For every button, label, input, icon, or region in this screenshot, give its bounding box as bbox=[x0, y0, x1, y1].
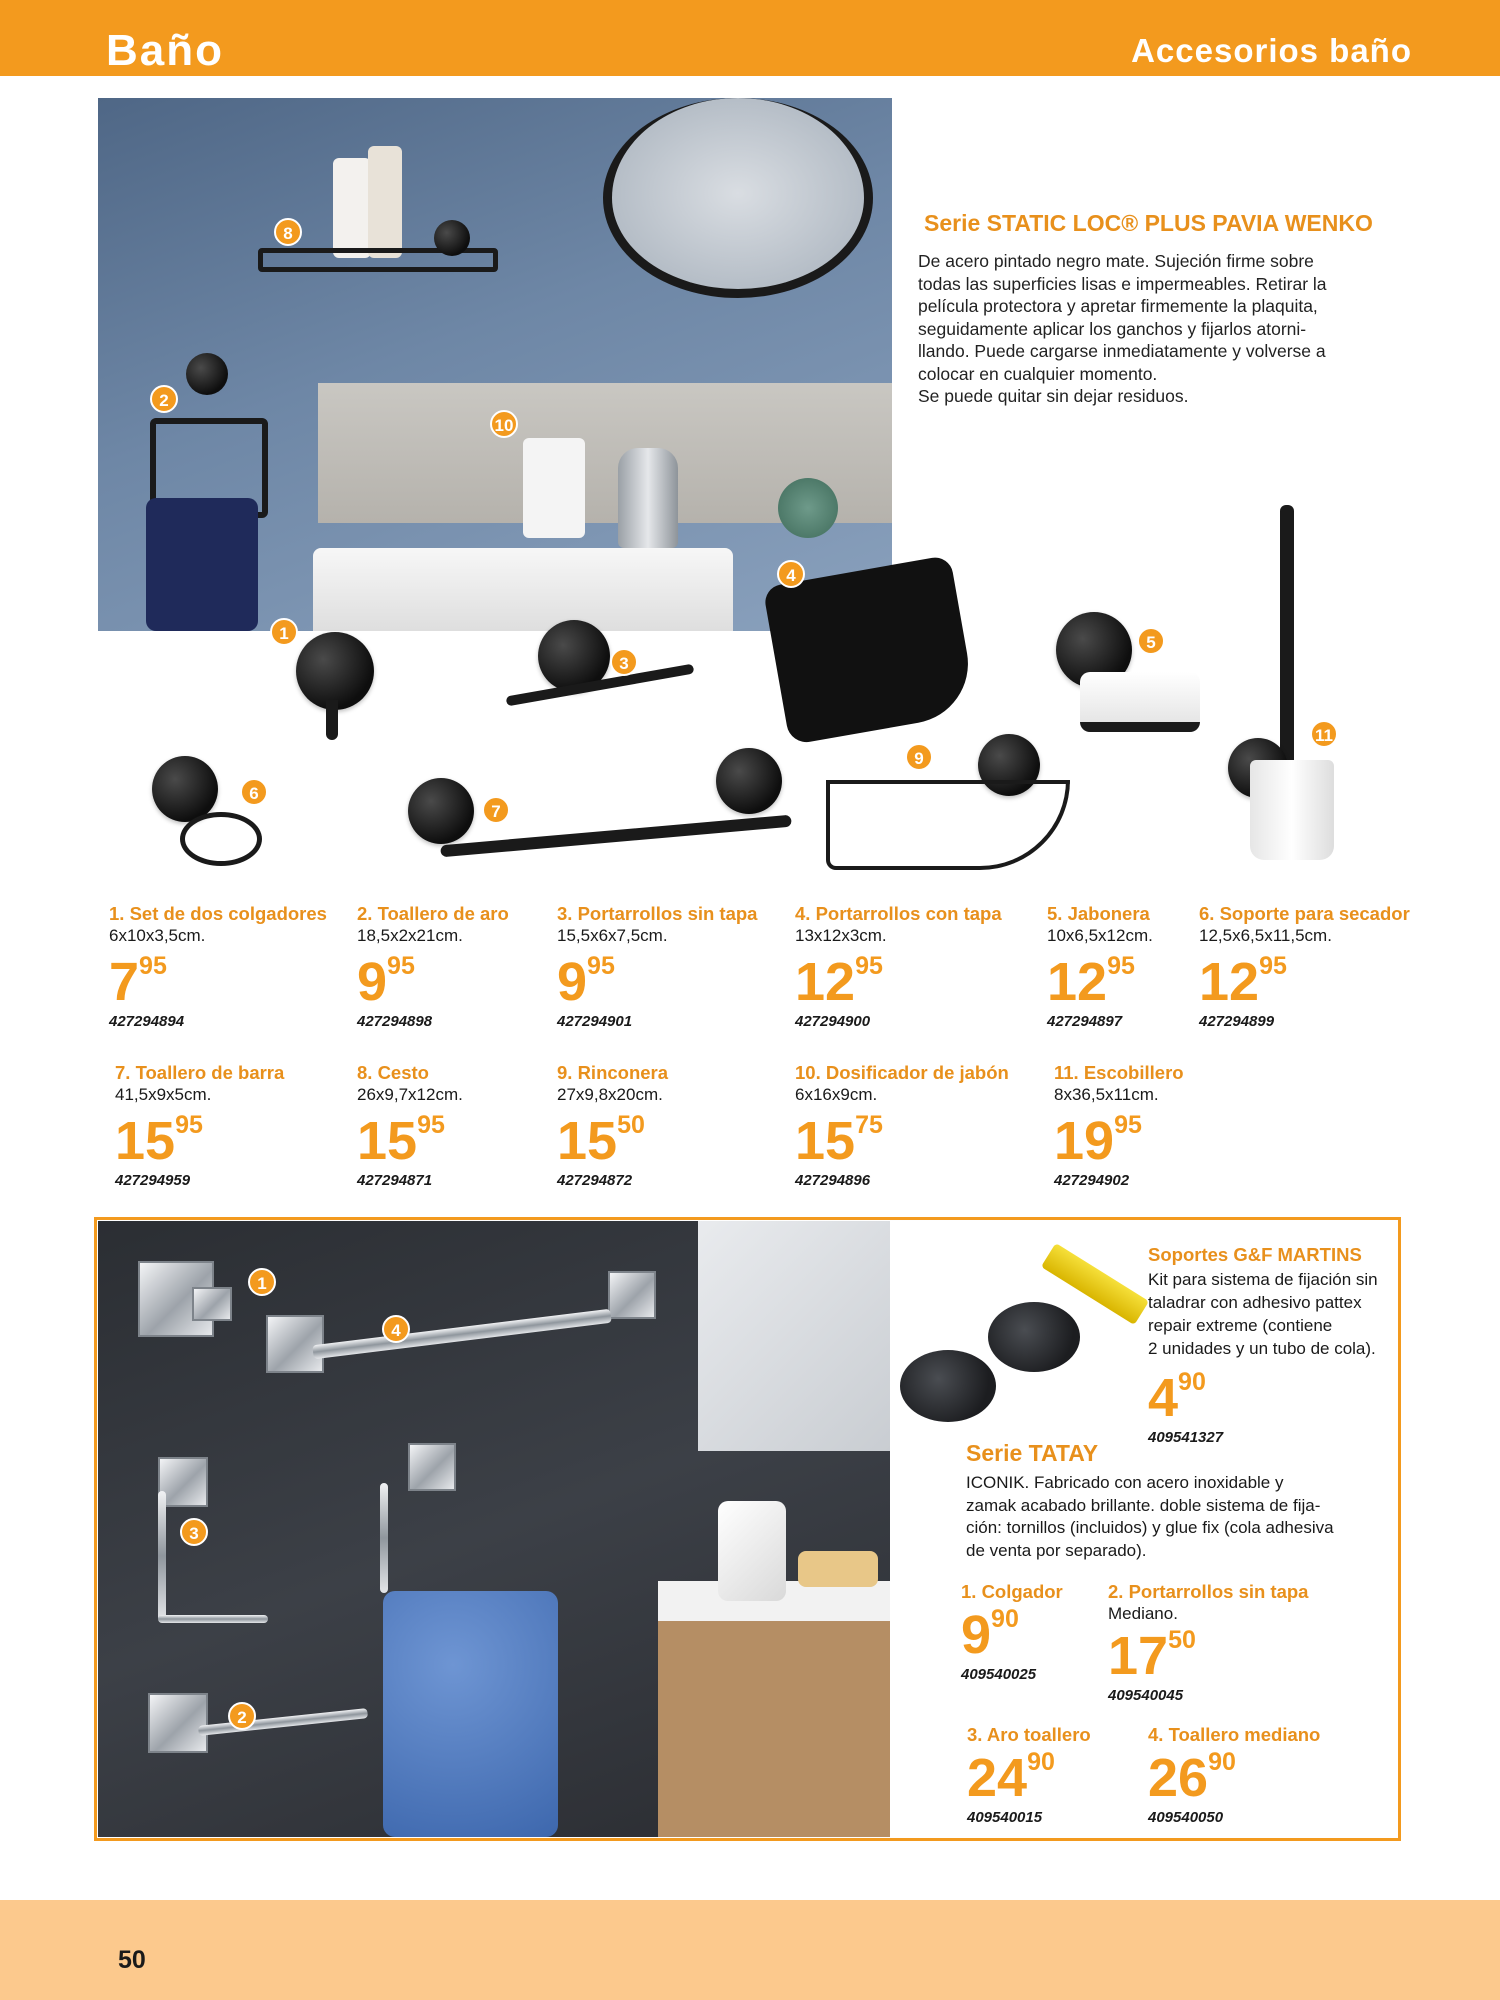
tatay-item-4 bbox=[1148, 1724, 1320, 1826]
vanity-cabinet bbox=[658, 1581, 890, 1837]
price-decimal: 50 bbox=[1168, 1626, 1196, 1654]
product-code: 427294900 bbox=[795, 1013, 871, 1030]
hook-product-image bbox=[296, 632, 374, 710]
product-price bbox=[961, 1605, 1063, 1665]
product-price bbox=[1047, 952, 1153, 1012]
product-name: 3. Portarrollos sin tapa bbox=[557, 903, 758, 924]
product-name: 5. Jabonera bbox=[1047, 903, 1150, 924]
product-price bbox=[795, 952, 1002, 1012]
product-price bbox=[1108, 1626, 1308, 1686]
product-code: 409540050 bbox=[1148, 1809, 1224, 1826]
price-decimal: 75 bbox=[855, 1111, 883, 1139]
product-dimensions: 6x16x9cm. bbox=[795, 1085, 878, 1104]
price-integer: 12 bbox=[795, 952, 856, 1012]
badge-tatay-2: 2 bbox=[228, 1702, 256, 1730]
product-name: 6. Soporte para secador bbox=[1199, 903, 1410, 924]
product-code: 427294901 bbox=[557, 1013, 633, 1030]
price-decimal: 50 bbox=[617, 1111, 645, 1139]
product-item-11 bbox=[1054, 1062, 1184, 1189]
price-integer: 9 bbox=[961, 1605, 992, 1665]
towel-bar-disk bbox=[408, 778, 474, 844]
plant bbox=[778, 478, 838, 538]
badge-5: 5 bbox=[1137, 627, 1165, 655]
price-decimal: 95 bbox=[587, 952, 615, 980]
dryer-holder-ring bbox=[180, 812, 262, 866]
price-decimal: 95 bbox=[855, 952, 883, 980]
chrome-ring bbox=[380, 1483, 388, 1593]
tatay-item-3 bbox=[967, 1724, 1091, 1826]
product-code: 427294898 bbox=[357, 1013, 433, 1030]
chrome-hook-arm bbox=[192, 1287, 232, 1321]
price-integer: 15 bbox=[557, 1111, 618, 1171]
badge-8: 8 bbox=[274, 218, 302, 246]
section-title: Baño bbox=[106, 26, 224, 75]
badge-tatay-3: 3 bbox=[180, 1518, 208, 1546]
adhesive-pad bbox=[900, 1350, 996, 1422]
product-item-9 bbox=[557, 1062, 668, 1189]
product-dimensions: Mediano. bbox=[1108, 1604, 1178, 1623]
hook-arm bbox=[326, 700, 338, 740]
chrome-ring bbox=[158, 1615, 268, 1623]
product-dimensions: 10x6,5x12cm. bbox=[1047, 926, 1153, 945]
price-integer: 4 bbox=[1148, 1368, 1179, 1428]
badge-7: 7 bbox=[482, 796, 510, 824]
product-price bbox=[1054, 1111, 1184, 1171]
product-name: 11. Escobillero bbox=[1054, 1062, 1184, 1083]
badge-4: 4 bbox=[777, 560, 805, 588]
navy-towel bbox=[146, 498, 258, 631]
badge-6: 6 bbox=[240, 778, 268, 806]
wall-disk bbox=[186, 353, 228, 395]
price-integer: 15 bbox=[357, 1111, 418, 1171]
price-integer: 26 bbox=[1148, 1748, 1209, 1808]
product-name: 3. Aro toallero bbox=[967, 1724, 1091, 1745]
product-code: 427294902 bbox=[1054, 1172, 1130, 1189]
price-decimal: 95 bbox=[175, 1111, 203, 1139]
round-mirror bbox=[603, 98, 873, 298]
product-item-1 bbox=[109, 903, 327, 1030]
product-dimensions: 26x9,7x12cm. bbox=[357, 1085, 463, 1104]
product-item-8 bbox=[357, 1062, 463, 1189]
badge-1: 1 bbox=[270, 618, 298, 646]
price-integer: 17 bbox=[1108, 1626, 1169, 1686]
towel-bar-disk bbox=[716, 748, 782, 814]
price-integer: 12 bbox=[1047, 952, 1108, 1012]
chrome-paper-arm bbox=[198, 1708, 368, 1736]
price-decimal: 95 bbox=[1114, 1111, 1142, 1139]
toilet-brush-handle bbox=[1280, 505, 1294, 775]
product-dimensions: 12,5x6,5x11,5cm. bbox=[1199, 926, 1332, 945]
product-price bbox=[557, 952, 757, 1012]
product-name: 2. Toallero de aro bbox=[357, 903, 509, 924]
product-code: 427294897 bbox=[1047, 1013, 1123, 1030]
product-price bbox=[557, 1111, 668, 1171]
product-code: 427294871 bbox=[357, 1172, 433, 1189]
washbasin bbox=[313, 548, 733, 631]
badge-2: 2 bbox=[150, 385, 178, 413]
badge-3: 3 bbox=[610, 648, 638, 676]
product-price bbox=[795, 1111, 1009, 1171]
chrome-ring-plate bbox=[408, 1443, 456, 1491]
product-dimensions: 8x36,5x11cm. bbox=[1054, 1085, 1159, 1104]
product-item-5 bbox=[1047, 903, 1153, 1030]
price-integer: 15 bbox=[795, 1111, 856, 1171]
price-integer: 15 bbox=[115, 1111, 176, 1171]
product-name: 2. Portarrollos sin tapa bbox=[1108, 1581, 1309, 1602]
price-decimal: 90 bbox=[1178, 1368, 1206, 1396]
product-price bbox=[115, 1111, 284, 1171]
bottle bbox=[368, 146, 402, 258]
product-code: 427294896 bbox=[795, 1172, 871, 1189]
badge-10: 10 bbox=[490, 410, 518, 438]
price-integer: 12 bbox=[1199, 952, 1260, 1012]
chrome-towel-bar bbox=[312, 1309, 611, 1359]
price-integer: 7 bbox=[109, 952, 140, 1012]
product-code: 409540015 bbox=[967, 1809, 1043, 1826]
soap-dispenser bbox=[523, 438, 585, 538]
price-decimal: 95 bbox=[139, 952, 167, 980]
product-name: 1. Colgador bbox=[961, 1581, 1063, 1602]
price-integer: 19 bbox=[1054, 1111, 1115, 1171]
tatay-item-1 bbox=[961, 1581, 1063, 1683]
header-bar bbox=[0, 0, 1500, 76]
product-price bbox=[357, 1111, 463, 1171]
footer-bar bbox=[0, 1900, 1500, 2000]
wall-disk bbox=[434, 220, 470, 256]
page-number: 50 bbox=[118, 1946, 146, 1974]
badge-tatay-1: 1 bbox=[248, 1268, 276, 1296]
category-title: Accesorios baño bbox=[1131, 32, 1412, 69]
product-name: 4. Toallero mediano bbox=[1148, 1724, 1321, 1745]
bathroom-photo-black-series bbox=[98, 98, 892, 631]
faucet bbox=[618, 448, 678, 548]
serie-static-title: Serie STATIC LOC® PLUS PAVIA WENKO bbox=[924, 210, 1373, 236]
soap-bar bbox=[798, 1551, 878, 1587]
price-decimal: 90 bbox=[1208, 1748, 1236, 1776]
price-integer: 9 bbox=[357, 952, 388, 1012]
soap-bottle bbox=[718, 1501, 786, 1601]
bottle bbox=[333, 158, 371, 258]
gf-martins-price-block bbox=[1148, 1370, 1223, 1446]
badge-9: 9 bbox=[905, 743, 933, 771]
price-decimal: 90 bbox=[1027, 1748, 1055, 1776]
product-name: 4. Portarrollos con tapa bbox=[795, 903, 1002, 924]
product-code: 427294894 bbox=[109, 1013, 185, 1030]
gf-martins-title: Soportes G&F MARTINS bbox=[1148, 1244, 1362, 1265]
product-item-3 bbox=[557, 903, 757, 1030]
product-name: 7. Toallero de barra bbox=[115, 1062, 285, 1083]
product-item-10 bbox=[795, 1062, 1009, 1189]
adhesive-pad bbox=[988, 1302, 1080, 1372]
product-dimensions: 27x9,8x20cm. bbox=[557, 1085, 663, 1104]
product-dimensions: 6x10x3,5cm. bbox=[109, 926, 206, 945]
product-code: 409540025 bbox=[961, 1666, 1037, 1683]
product-dimensions: 15,5x6x7,5cm. bbox=[557, 926, 668, 945]
price-decimal: 95 bbox=[1107, 952, 1135, 980]
product-price bbox=[1199, 952, 1410, 1012]
product-code: 409541327 bbox=[1148, 1429, 1224, 1446]
product-name: 9. Rinconera bbox=[557, 1062, 669, 1083]
serie-tatay-description: ICONIK. Fabricado con acero inoxidable y zamak acabado brillante. doble sistema de fija- ción: tornillos (incluidos) y glue fix (cola adhesiva de venta por separado). bbox=[966, 1473, 1334, 1560]
serie-static-description: De acero pintado negro mate. Sujeción firme sobre todas las superficies lisas e impermeables. Retirar la película protectora y apretar firmemente la plaquita, seguidamente aplicar los ganchos y fijarlos atorni- llando. Puede cargarse inmediatamente y volverse a colocar en cualquier momento. Se puede quitar sin dejar residuos. bbox=[918, 251, 1327, 406]
product-code: 427294959 bbox=[115, 1172, 191, 1189]
price-decimal: 90 bbox=[991, 1605, 1019, 1633]
toilet-brush-image bbox=[1250, 760, 1334, 860]
gf-martins-description: Kit para sistema de fijación sin taladrar con adhesivo pattex repair extreme (contiene 2 unidades y un tubo de cola). bbox=[1148, 1270, 1378, 1358]
product-name: 1. Set de dos colgadores bbox=[109, 903, 327, 924]
product-item-7 bbox=[115, 1062, 284, 1189]
product-dimensions: 13x12x3cm. bbox=[795, 926, 887, 945]
chrome-bar-plate bbox=[608, 1271, 656, 1319]
price-decimal: 95 bbox=[387, 952, 415, 980]
blue-towel bbox=[383, 1591, 558, 1837]
chrome-ring bbox=[158, 1491, 166, 1621]
product-dimensions: 41,5x9x5cm. bbox=[115, 1085, 212, 1104]
product-code: 427294899 bbox=[1199, 1013, 1275, 1030]
product-item-6 bbox=[1199, 903, 1410, 1030]
product-dimensions: 18,5x2x21cm. bbox=[357, 926, 463, 945]
soap-dish-image bbox=[1080, 672, 1200, 732]
product-item-4 bbox=[795, 903, 1002, 1030]
product-name: 10. Dosificador de jabón bbox=[795, 1062, 1009, 1083]
badge-11: 11 bbox=[1310, 720, 1338, 748]
product-price bbox=[357, 952, 509, 1012]
adhesive-pads-image bbox=[900, 1250, 1148, 1430]
badge-tatay-4: 4 bbox=[382, 1315, 410, 1343]
corner-shelf-image bbox=[826, 780, 1070, 870]
serie-tatay-title: Serie TATAY bbox=[966, 1440, 1099, 1466]
chrome-paper-plate bbox=[148, 1693, 208, 1753]
product-item-2 bbox=[357, 903, 509, 1030]
price-integer: 9 bbox=[557, 952, 588, 1012]
bathroom-photo-chrome-series bbox=[98, 1221, 890, 1837]
product-price bbox=[1148, 1368, 1223, 1428]
product-code: 427294872 bbox=[557, 1172, 633, 1189]
tatay-item-2 bbox=[1108, 1581, 1308, 1704]
price-integer: 24 bbox=[967, 1748, 1028, 1808]
product-price bbox=[109, 952, 327, 1012]
price-decimal: 95 bbox=[1259, 952, 1287, 980]
wall-mirror bbox=[698, 1221, 890, 1451]
product-price bbox=[967, 1748, 1091, 1808]
product-price bbox=[1148, 1748, 1320, 1808]
product-code: 409540045 bbox=[1108, 1687, 1184, 1704]
product-name: 8. Cesto bbox=[357, 1062, 429, 1083]
dryer-holder-disk bbox=[152, 756, 218, 822]
price-decimal: 95 bbox=[417, 1111, 445, 1139]
